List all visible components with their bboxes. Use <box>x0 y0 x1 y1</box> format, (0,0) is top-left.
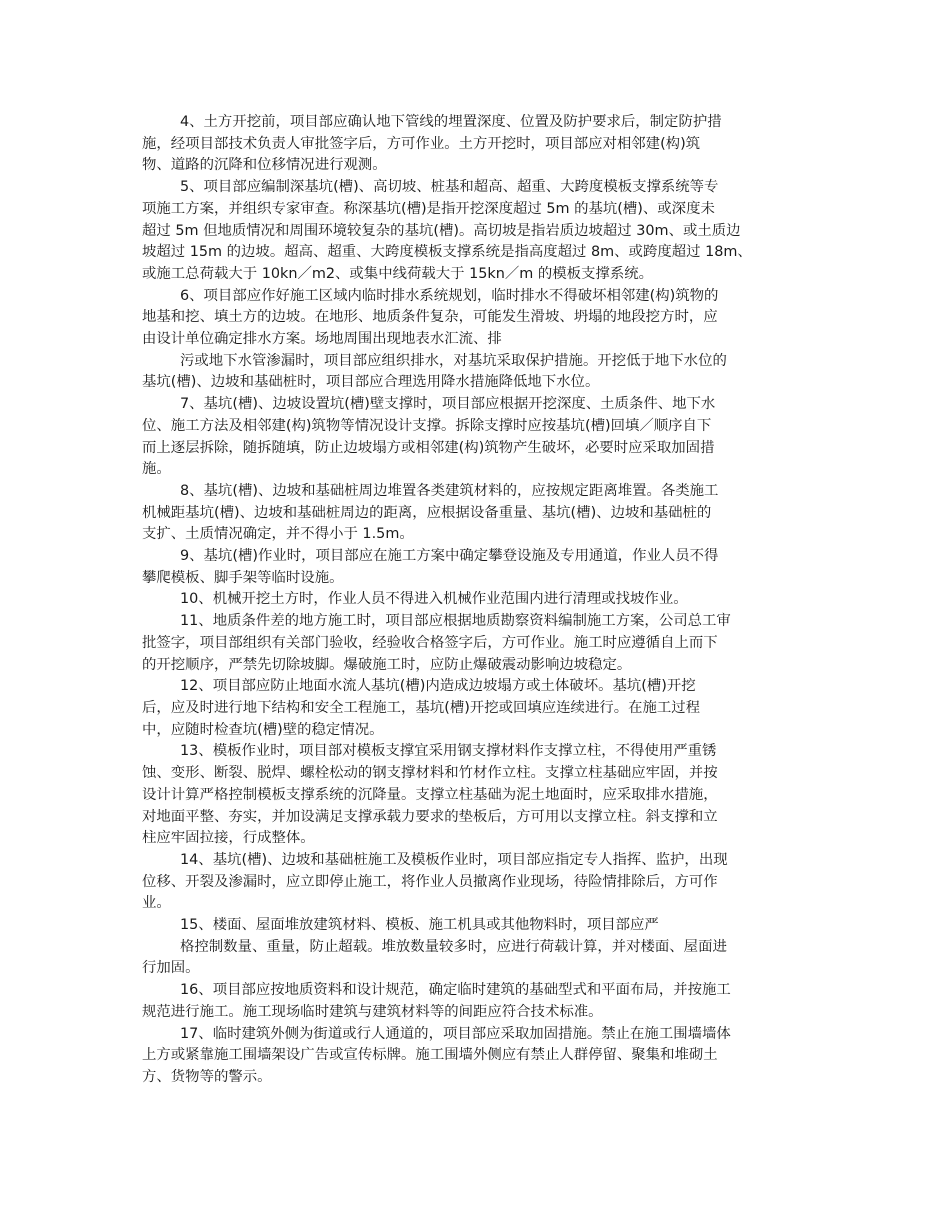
paragraph-line: 4、土方开挖前，项目部应确认地下管线的埋置深度、位置及防护要求后，制定防护措 <box>180 114 722 130</box>
paragraph-line: 方、货物等的警示。 <box>142 1068 272 1085</box>
paragraph-15 <box>142 915 808 937</box>
paragraph-line: 14、基坑(槽)、边坡和基础桩施工及模板作业时，项目部应指定专人指挥、监护，出现 <box>180 851 728 868</box>
paragraph-line: 坡超过 15m 的边坡。超高、超重、大跨度模板支撑系统是指高度超过 8m、或跨度超过 18m、 <box>142 244 752 261</box>
paragraph-line: 13、模板作业时，项目部对模板支撑宜采用钢支撑材料作支撑立柱，不得使用严重锈 <box>180 743 717 760</box>
paragraph-line: 17、临时建筑外侧为街道或行人通道的，项目部应采取加固措施。禁止在施工围墙墙体 <box>180 1025 731 1042</box>
paragraph-line: 11、地质条件差的地方施工时，项目部应根据地质勘察资料编制施工方案，公司总工审 <box>180 613 731 630</box>
paragraph-line: 设计计算严格控制模板支撑系统的沉降量。支撑立柱基础为泥土地面时，应采取排水措施， <box>142 786 718 803</box>
paragraph-line: 格控制数量、重量，防止超载。堆放数量较多时，应进行荷载计算，并对楼面、屋面进 <box>180 938 727 955</box>
paragraph-6 <box>142 286 808 351</box>
paragraph-line: 6、项目部应作好施工区域内临时排水系统规划，临时排水不得破坏相邻建(构)筑物的 <box>180 287 719 304</box>
paragraph-line: 16、项目部应按地质资料和设计规范，确定临时建筑的基础型式和平面布局，并按施工 <box>180 982 731 999</box>
paragraph-line: 机械距基坑(槽)、边坡和基础桩周边的距离，应根据设备重量、基坑(槽)、边坡和基础桩的 <box>142 504 712 521</box>
paragraph-8 <box>142 481 808 546</box>
paragraph-line: 10、机械开挖土方时，作业人员不得进入机械作业范围内进行清理或找坡作业。 <box>180 591 688 608</box>
paragraph-line: 上方或紧靠施工围墙架设广告或宣传标牌。施工围墙外侧应有禁止人群停留、聚集和堆砌土 <box>142 1047 718 1064</box>
paragraph-17 <box>142 1024 808 1089</box>
paragraph-line: 15、楼面、屋面堆放建筑材料、模板、施工机具或其他物料时，项目部应严 <box>180 917 659 934</box>
paragraph-12 <box>142 676 808 741</box>
paragraph-line: 污或地下水管渗漏时，项目部应组织排水，对基坑采取保护措施。开挖低于地下水位的 <box>180 352 727 369</box>
paragraph-7 <box>142 394 808 481</box>
paragraph-line: 中，应随时检查坑(槽)壁的稳定情况。 <box>142 721 384 738</box>
paragraph-line: 的开挖顺序，严禁先切除坡脚。爆破施工时，应防止爆破震动影响边坡稳定。 <box>142 656 632 673</box>
paragraph-line: 超过 5m 但地质情况和周围环境较复杂的基坑(槽)。高切坡是指岩质边坡超过 30m、或土质边 <box>142 222 741 239</box>
paragraph-9 <box>142 546 808 589</box>
paragraph-4 <box>142 112 808 177</box>
paragraph-11 <box>142 611 808 676</box>
paragraph-line: 基坑(槽)、边坡和基础桩时，项目部应合理选用降水措施降低地下水位。 <box>142 374 600 391</box>
paragraph-14 <box>142 850 808 915</box>
paragraph-line: 或施工总荷载大于 10kn／m2、或集中线荷载大于 15kn／m 的模板支撑系统。 <box>142 265 653 282</box>
paragraph-line: 施。 <box>142 461 171 478</box>
paragraph-5 <box>142 177 808 286</box>
document-body <box>142 112 808 1089</box>
paragraph-line: 由设计单位确定排水方案。场地周围出现地表水汇流、排 <box>142 331 502 348</box>
paragraph-line: 后，应及时进行地下结构和安全工程施工，基坑(槽)开挖或回填应连续进行。在施工过程 <box>142 699 701 716</box>
paragraph-line: 5、项目部应编制深基坑(槽)、高切坡、桩基和超高、超重、大跨度模板支撑系统等专 <box>180 179 719 196</box>
paragraph-6-continued <box>142 351 808 394</box>
paragraph-line: 位移、开裂及渗漏时，应立即停止施工，将作业人员撤离作业现场，待险情排除后，方可作 <box>142 873 718 890</box>
paragraph-line: 攀爬模板、脚手架等临时设施。 <box>142 569 344 586</box>
paragraph-line: 行加固。 <box>142 960 200 977</box>
paragraph-13 <box>142 741 808 850</box>
paragraph-line: 蚀、变形、断裂、脱焊、螺栓松动的钢支撑材料和竹材作立柱。支撑立柱基础应牢固，并按 <box>142 765 718 782</box>
paragraph-line: 施，经项目部技术负责人审批签字后，方可作业。土方开挖时，项目部应对相邻建(构)筑 <box>142 135 701 152</box>
paragraph-line: 规范进行施工。施工现场临时建筑与建筑材料等的间距应符合技术标准。 <box>142 1003 603 1020</box>
paragraph-10 <box>142 589 808 611</box>
paragraph-16 <box>142 980 808 1023</box>
paragraph-line: 9、基坑(槽)作业时，项目部应在施工方案中确定攀登设施及专用通道，作业人员不得 <box>180 548 719 565</box>
paragraph-line: 而上逐层拆除，随拆随填，防止边坡塌方或相邻建(构)筑物产生破坏，必要时应采取加固措 <box>142 439 715 456</box>
paragraph-15-continued <box>142 937 808 980</box>
paragraph-line: 地基和挖、填土方的边坡。在地形、地质条件复杂，可能发生滑坡、坍塌的地段挖方时，应 <box>142 309 718 326</box>
paragraph-line: 12、项目部应防止地面水流人基坑(槽)内造成边坡塌方或土体破坏。基坑(槽)开挖 <box>180 678 696 695</box>
paragraph-line: 8、基坑(槽)、边坡和基础桩周边堆置各类建筑材料的，应按规定距离堆置。各类施工 <box>180 482 719 499</box>
paragraph-line: 批签字，项目部组织有关部门验收，经验收合格签字后，方可作业。施工时应遵循自上而下 <box>142 634 718 651</box>
paragraph-line: 对地面平整、夯实，并加设满足支撑承载力要求的垫板后，方可用以支撑立柱。斜支撑和立 <box>142 808 718 825</box>
paragraph-line: 业。 <box>142 895 171 912</box>
paragraph-line: 位、施工方法及相邻建(构)筑物等情况设计支撑。拆除支撑时应按基坑(槽)回填／顺序自下 <box>142 417 712 434</box>
paragraph-line: 项施工方案，并组织专家审查。称深基坑(槽)是指开挖深度超过 5m 的基坑(槽)、或深度未 <box>142 200 715 217</box>
paragraph-line: 物、道路的沉降和位移情况进行观测。 <box>142 157 387 174</box>
paragraph-line: 7、基坑(槽)、边坡设置坑(槽)壁支撑时，项目部应根据开挖深度、土质条件、地下水 <box>180 396 716 413</box>
paragraph-line: 柱应牢固拉接，行成整体。 <box>142 830 315 847</box>
paragraph-line: 支扩、土质情况确定，并不得小于 1.5m。 <box>142 526 414 543</box>
